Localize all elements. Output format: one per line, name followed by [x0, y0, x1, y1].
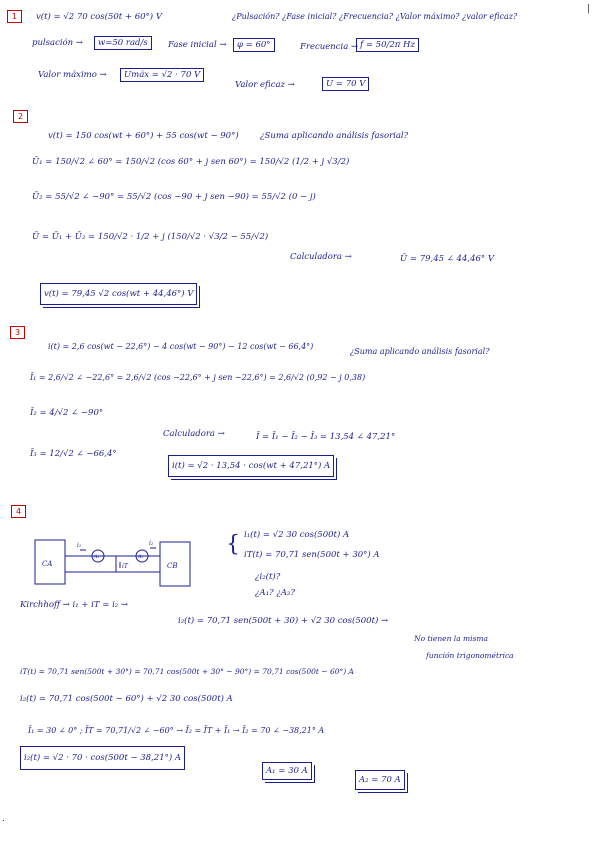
problem-number-2: 2: [13, 110, 28, 123]
p4-question-2: ¿A₁? ¿A₂?: [255, 588, 296, 598]
p1-equation: v(t) = √2 70 cos(50t + 60°) V: [36, 12, 162, 22]
p1-rms-label: Valor eficaz →: [235, 80, 295, 90]
p4-given-2: iT(t) = 70,71 sen(500t + 30°) A: [244, 550, 380, 560]
cb-label: CB: [167, 562, 178, 570]
p4-phasors: Ī₁ = 30 ∠ 0° ; ĪT = 70,71/√2 ∠ −60° → Ī₂ = ĪT + Ī₁ → Ī₂ = 70 ∠ −38,21° A: [28, 726, 325, 735]
p2-equation: v(t) = 150 cos(wt + 60°) + 55 cos(wt − 90°): [48, 131, 239, 141]
p2-u: Ū = Ū₁ + Ū₂ = 150/√2 · 1/2 + j (150/√2 · √3/2 − 55/√2): [32, 232, 269, 242]
circuit-diagram: [30, 528, 230, 598]
p3-i1: Ī₁ = 2,6/√2 ∠ −22,6° = 2,6/√2 (cos −22,6° + j sen −22,6°) = 2,6/√2 (0,92 − j 0,38): [30, 373, 366, 382]
p2-u1: Ū₁ = 150/√2 ∠ 60° = 150/√2 (cos 60° + j sen 60°) = 150/√2 (1/2 + j √3/2): [32, 157, 350, 167]
p4-i2-equation: i₂(t) = 70,71 sen(500t + 30) + √2 30 cos(500t) →: [178, 616, 389, 626]
p2-question: ¿Suma aplicando análisis fasorial?: [260, 131, 409, 141]
p2-u2: Ū₂ = 55/√2 ∠ −90° = 55/√2 (cos −90 + j sen −90) = 55/√2 (0 − j): [32, 192, 316, 202]
p1-question: ¿Pulsación? ¿Fase inicial? ¿Frecuencia? ¿Valor máximo? ¿valor eficaz?: [232, 12, 518, 21]
p2-calc-label: Calculadora →: [290, 252, 352, 262]
p3-i3: Ī₃ = 12/√2 ∠ −66,4°: [30, 449, 117, 459]
p4-a1-box: A₁ = 30 A: [262, 762, 312, 780]
margin-mark: .: [2, 814, 5, 824]
p4-kirchhoff: Kirchhoff → i₁ + iT = i₂ →: [20, 600, 129, 610]
p1-rms-box: U = 70 V: [322, 77, 369, 91]
p4-given-1: i₁(t) = √2 30 cos(500t) A: [244, 530, 350, 540]
p1-phase-box: φ = 60°: [233, 38, 275, 52]
a2-label: A₂: [138, 554, 144, 560]
ca-label: CA: [42, 560, 53, 568]
problem-number-3: 3: [10, 326, 25, 339]
p4-question-1: ¿i₂(t)?: [255, 572, 281, 582]
p4-it-equation: iT(t) = 70,71 sen(500t + 30°) = 70,71 cos(500t + 30° − 90°) = 70,71 cos(500t − 60°) A: [20, 667, 354, 676]
problem-number-1: 1: [7, 10, 22, 23]
p3-equation: i(t) = 2,6 cos(wt − 22,6°) − 4 cos(wt − 90°) − 12 cos(wt − 66,4°): [48, 342, 314, 351]
p3-question: ¿Suma aplicando análisis fasorial?: [350, 347, 490, 356]
it-label: iT: [122, 563, 128, 570]
corner-mark: |: [587, 4, 591, 14]
p3-boxed-answer: i(t) = √2 · 13,54 · cos(wt + 47,21°) A: [168, 455, 334, 477]
p3-calc-label: Calculadora →: [163, 429, 225, 439]
p4-note-line-1: No tienen la misma: [414, 634, 488, 643]
p1-frequency-box: f = 50/2π Hz: [356, 38, 419, 52]
p1-max-box: Umáx = √2 · 70 V: [120, 68, 204, 82]
p3-i2: Ī₂ = 4/√2 ∠ −90°: [30, 408, 104, 418]
i2-label: i₂: [149, 540, 154, 547]
p1-max-label: Valor máximo →: [38, 70, 107, 80]
p1-pulsation-box: w=50 rad/s: [94, 36, 152, 50]
p4-note-line-2: función trigonométrica: [426, 651, 514, 660]
p1-pulsation-label: pulsación →: [32, 38, 83, 48]
p4-i2-equation-2: i₂(t) = 70,71 cos(500t − 60°) + √2 30 cos(500t) A: [20, 694, 233, 704]
p1-phase-label: Fase inicial →: [168, 40, 227, 50]
a1-label: A₁: [94, 554, 100, 560]
p4-boxed-answer: i₂(t) = √2 · 70 · cos(500t − 38,21°) A: [20, 746, 185, 770]
p3-result: Ī = Ī₁ − Ī₂ − Ī₃ = 13,54 ∠ 47,21°: [256, 432, 396, 442]
i1-label: i₁: [77, 542, 82, 549]
p2-boxed-answer: v(t) = 79,45 √2 cos(wt + 44,46°) V: [40, 283, 197, 305]
p4-a2-box: A₂ = 70 A: [355, 770, 405, 790]
p4-brace: {: [226, 532, 240, 557]
problem-number-4: 4: [11, 505, 26, 518]
p2-result: Ū = 79,45 ∠ 44,46° V: [400, 254, 494, 264]
p1-frequency-label: Frecuencia →: [300, 42, 359, 52]
